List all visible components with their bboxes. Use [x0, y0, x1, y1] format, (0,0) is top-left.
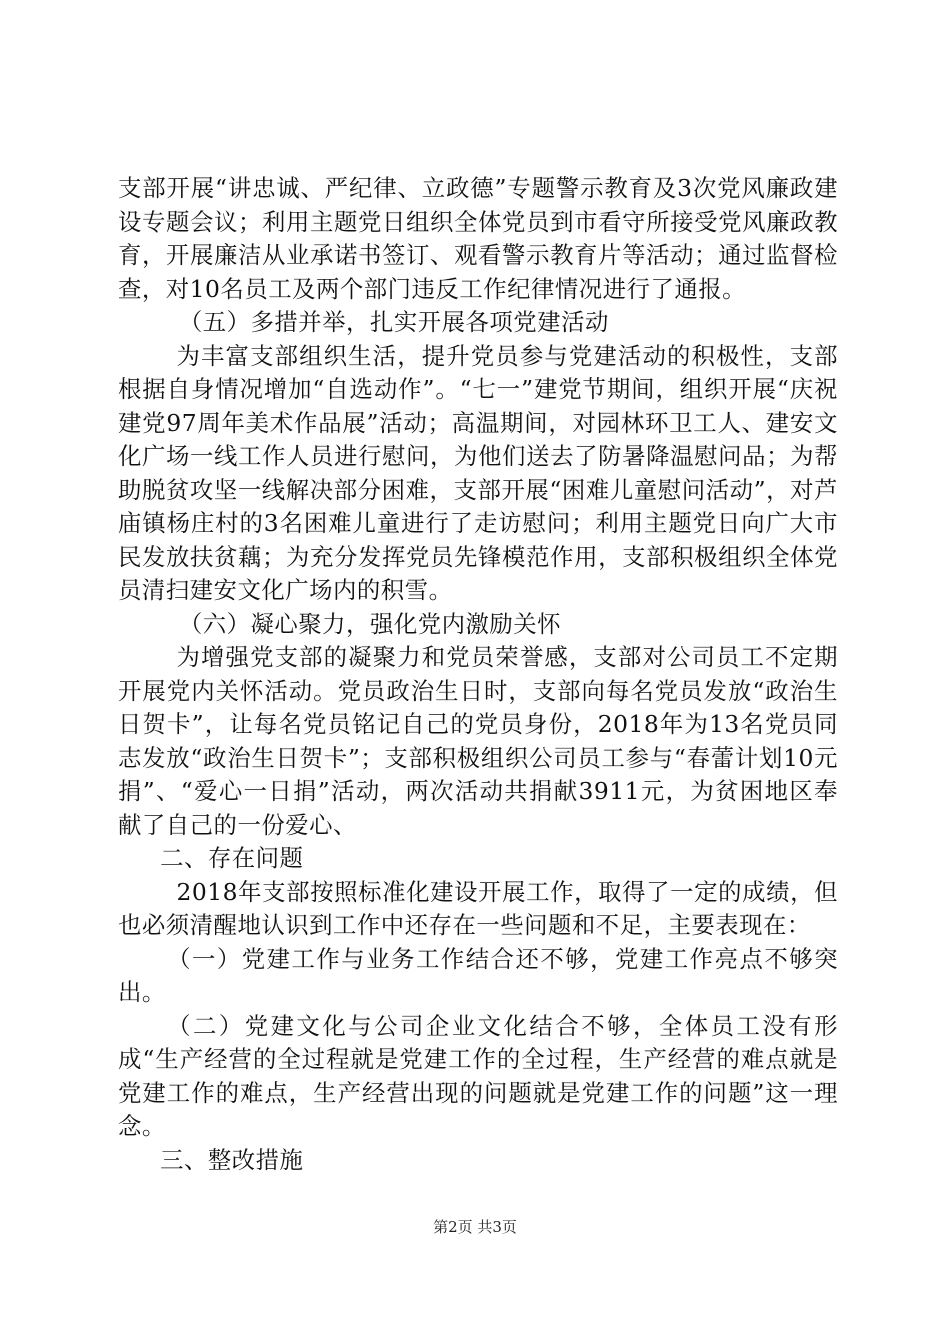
paragraph-problems-intro: 2018年支部按照标准化建设开展工作，取得了一定的成绩，但也必须清醒地认识到工作中还存在一些问题和不足，主要表现在：: [118, 877, 838, 939]
heading-section-five: （五）多措并举，扎实开展各项党建活动: [178, 308, 609, 336]
heading-existing-problems: 二、存在问题: [160, 844, 304, 872]
document-body: [118, 172, 838, 1177]
paragraph-problem-two: （二）党建文化与公司企业文化结合不够，全体员工没有形成“生产经营的全过程就是党建工作的全过程，生产经营的难点就是党建工作的难点，生产经营出现的问题就是党建工作的问题”这一理念。: [118, 1011, 838, 1140]
heading-section-six: （六）凝心聚力，强化党内激励关怀: [178, 609, 562, 638]
page-number-footer: 第2页 共3页: [433, 1218, 517, 1236]
paragraph-problem-one: （一）党建工作与业务工作结合还不够，党建工作亮点不够突出。: [118, 944, 838, 1006]
paragraph-member-care: 为增强党支部的凝聚力和党员荣誉感，支部对公司员工不定期开展党内关怀活动。党员政治生日时，支部向每名党员发放“政治生日贺卡”，让每名党员铭记自己的党员身份，2018年为13名党员同志发放“政治生日贺卡”；支部积极组织公司员工参与“春蕾计划10元捐”、“爱心一日捐”活动，两次活动共捐献3911元，为贫困地区奉献了自己的一份爱心、: [118, 643, 838, 839]
heading-rectification-measures: 三、整改措施: [160, 1145, 304, 1174]
paragraph-party-activities: 为丰富支部组织生活，提升党员参与党建活动的积极性，支部根据自身情况增加“自选动作”。“七一”建党节期间，组织开展“庆祝建党97周年美术作品展”活动；高温期间，对园林环卫工人、建安文化广场一线工作人员进行慰问，为他们送去了防暑降温慰问品；为帮助脱贫攻坚一线解决部分困难，支部开展“困难儿童慰问活动”，对芦庙镇杨庄村的3名困难儿童进行了走访慰问；利用主题党日向广大市民发放扶贫藕；为充分发挥党员先锋模范作用，支部积极组织全体党员清扫建安文化广场内的积雪。: [118, 341, 838, 604]
paragraph-discipline-education: 支部开展“讲忠诚、严纪律、立政德”专题警示教育及3次党风廉政建设专题会议；利用主题党日组织全体党员到市看守所接受党风廉政教育，开展廉洁从业承诺书签订、观看警示教育片等活动；通过监督检查，对10名员工及两个部门违反工作纪律情况进行了通报。: [118, 174, 838, 303]
